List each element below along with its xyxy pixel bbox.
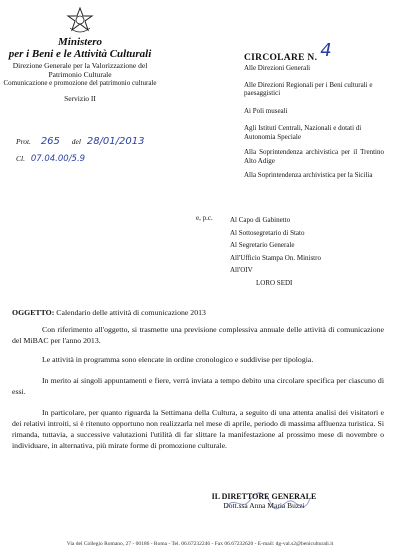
recipient: Alle Direzioni Generali [244,64,311,72]
signature-block [204,492,324,510]
paragraph-4: In particolare, per quanto riguarda la Settimana della Cultura, a seguito di una attenta analisi dei visitatori e dei relativi introiti, si è ritenuto opportuno non realizzarla nel mese di aprile, periodo di massima affluenza turistica. Si rimanda, tuttavia, a successive valutazioni l'utilità di far slittare la manifestazione al prossimo mese di novembre o individuare, in alternativa, più mirate forme di promozione culturale. [12,408,384,450]
protocol-line [16,136,144,147]
cc-recipient: Al Capo di Gabinetto [230,216,291,224]
handwritten-signature-icon [222,490,312,516]
department-line: Comunicazione e promozione del patrimonio culturale [3,79,157,87]
cc-label: e, p.c. [196,214,213,222]
republic-emblem-icon [66,6,94,34]
recipient: Agli Istituti Centrali, Nazionali e dotati di Autonomia Speciale [244,124,362,141]
letterhead [0,36,180,103]
cc-recipient: All'OIV [230,266,253,274]
subject-line [12,307,384,318]
paragraph-2: Le attività in programma sono elencate in ordine cronologico e suddivise per tipologia. [42,355,314,364]
circular-number: 4 [320,40,333,61]
classification-line [16,154,85,164]
circular-label: CIRCOLARE N. [244,53,318,63]
ministry-line1: Ministero [57,36,102,48]
cc-recipient: LORO SEDI [256,278,293,287]
subject-label: OGGETTO: [12,308,55,317]
service-line: Servizio II [64,94,96,103]
footer-address: Via del Collegio Romano, 27 - 00186 - Roma - Tel. 06.67232246 - Fax 06.67232620 - E-mail: dg-val.s2@beniculturali.it [66,541,334,547]
cl-label: Cl. [16,154,25,163]
cc-recipients [230,214,370,289]
direzione-line1: Direzione Generale per la Valorizzazione del [12,61,148,70]
paragraph-3: In merito ai singoli appuntamenti e fiere, verrà inviata a tempo debito una circolare specifica per ciascuno di essi. [12,376,384,396]
direzione-line2: Patrimonio Culturale [48,70,112,79]
classification-value: 07.04.00/5.9 [30,154,86,164]
ministry-line2: per i Beni e le Attività Culturali [8,48,152,60]
cc-recipient: Al Segretario Generale [230,241,295,249]
recipient: Alle Direzioni Regionali per i Beni culturali e paesaggistici [244,80,373,97]
recipient: Ai Poli museali [244,106,288,115]
cc-recipient: Al Sottosegretario di Stato [230,228,305,237]
prot-number: 265 [40,136,60,147]
recipients-block [244,64,384,180]
paragraph-1: Con riferimento all'oggetto, si trasmette una previsione complessiva annuale delle attività di comunicazione del MiBAC per l'anno 2013. [12,325,384,345]
signature-name: Dott.ssa Anna Maria Buzzi [223,501,305,510]
subject-text: Calendario delle attività di comunicazione 2013 [56,308,206,317]
circular-header [244,40,333,65]
recipient: Alla Soprintendenza archivistica per il Trentino Alto Adige [244,148,384,165]
signature-title: IL DIRETTORE GENERALE [211,492,317,501]
recipient: Alla Soprintendenza archivistica per la Sicilia [244,171,373,179]
prot-date: 28/01/2013 [86,136,145,147]
cc-recipient: All'Ufficio Stampa On. Ministro [230,253,321,262]
prot-label: Prot. [16,137,31,146]
del-label: del [71,137,81,146]
